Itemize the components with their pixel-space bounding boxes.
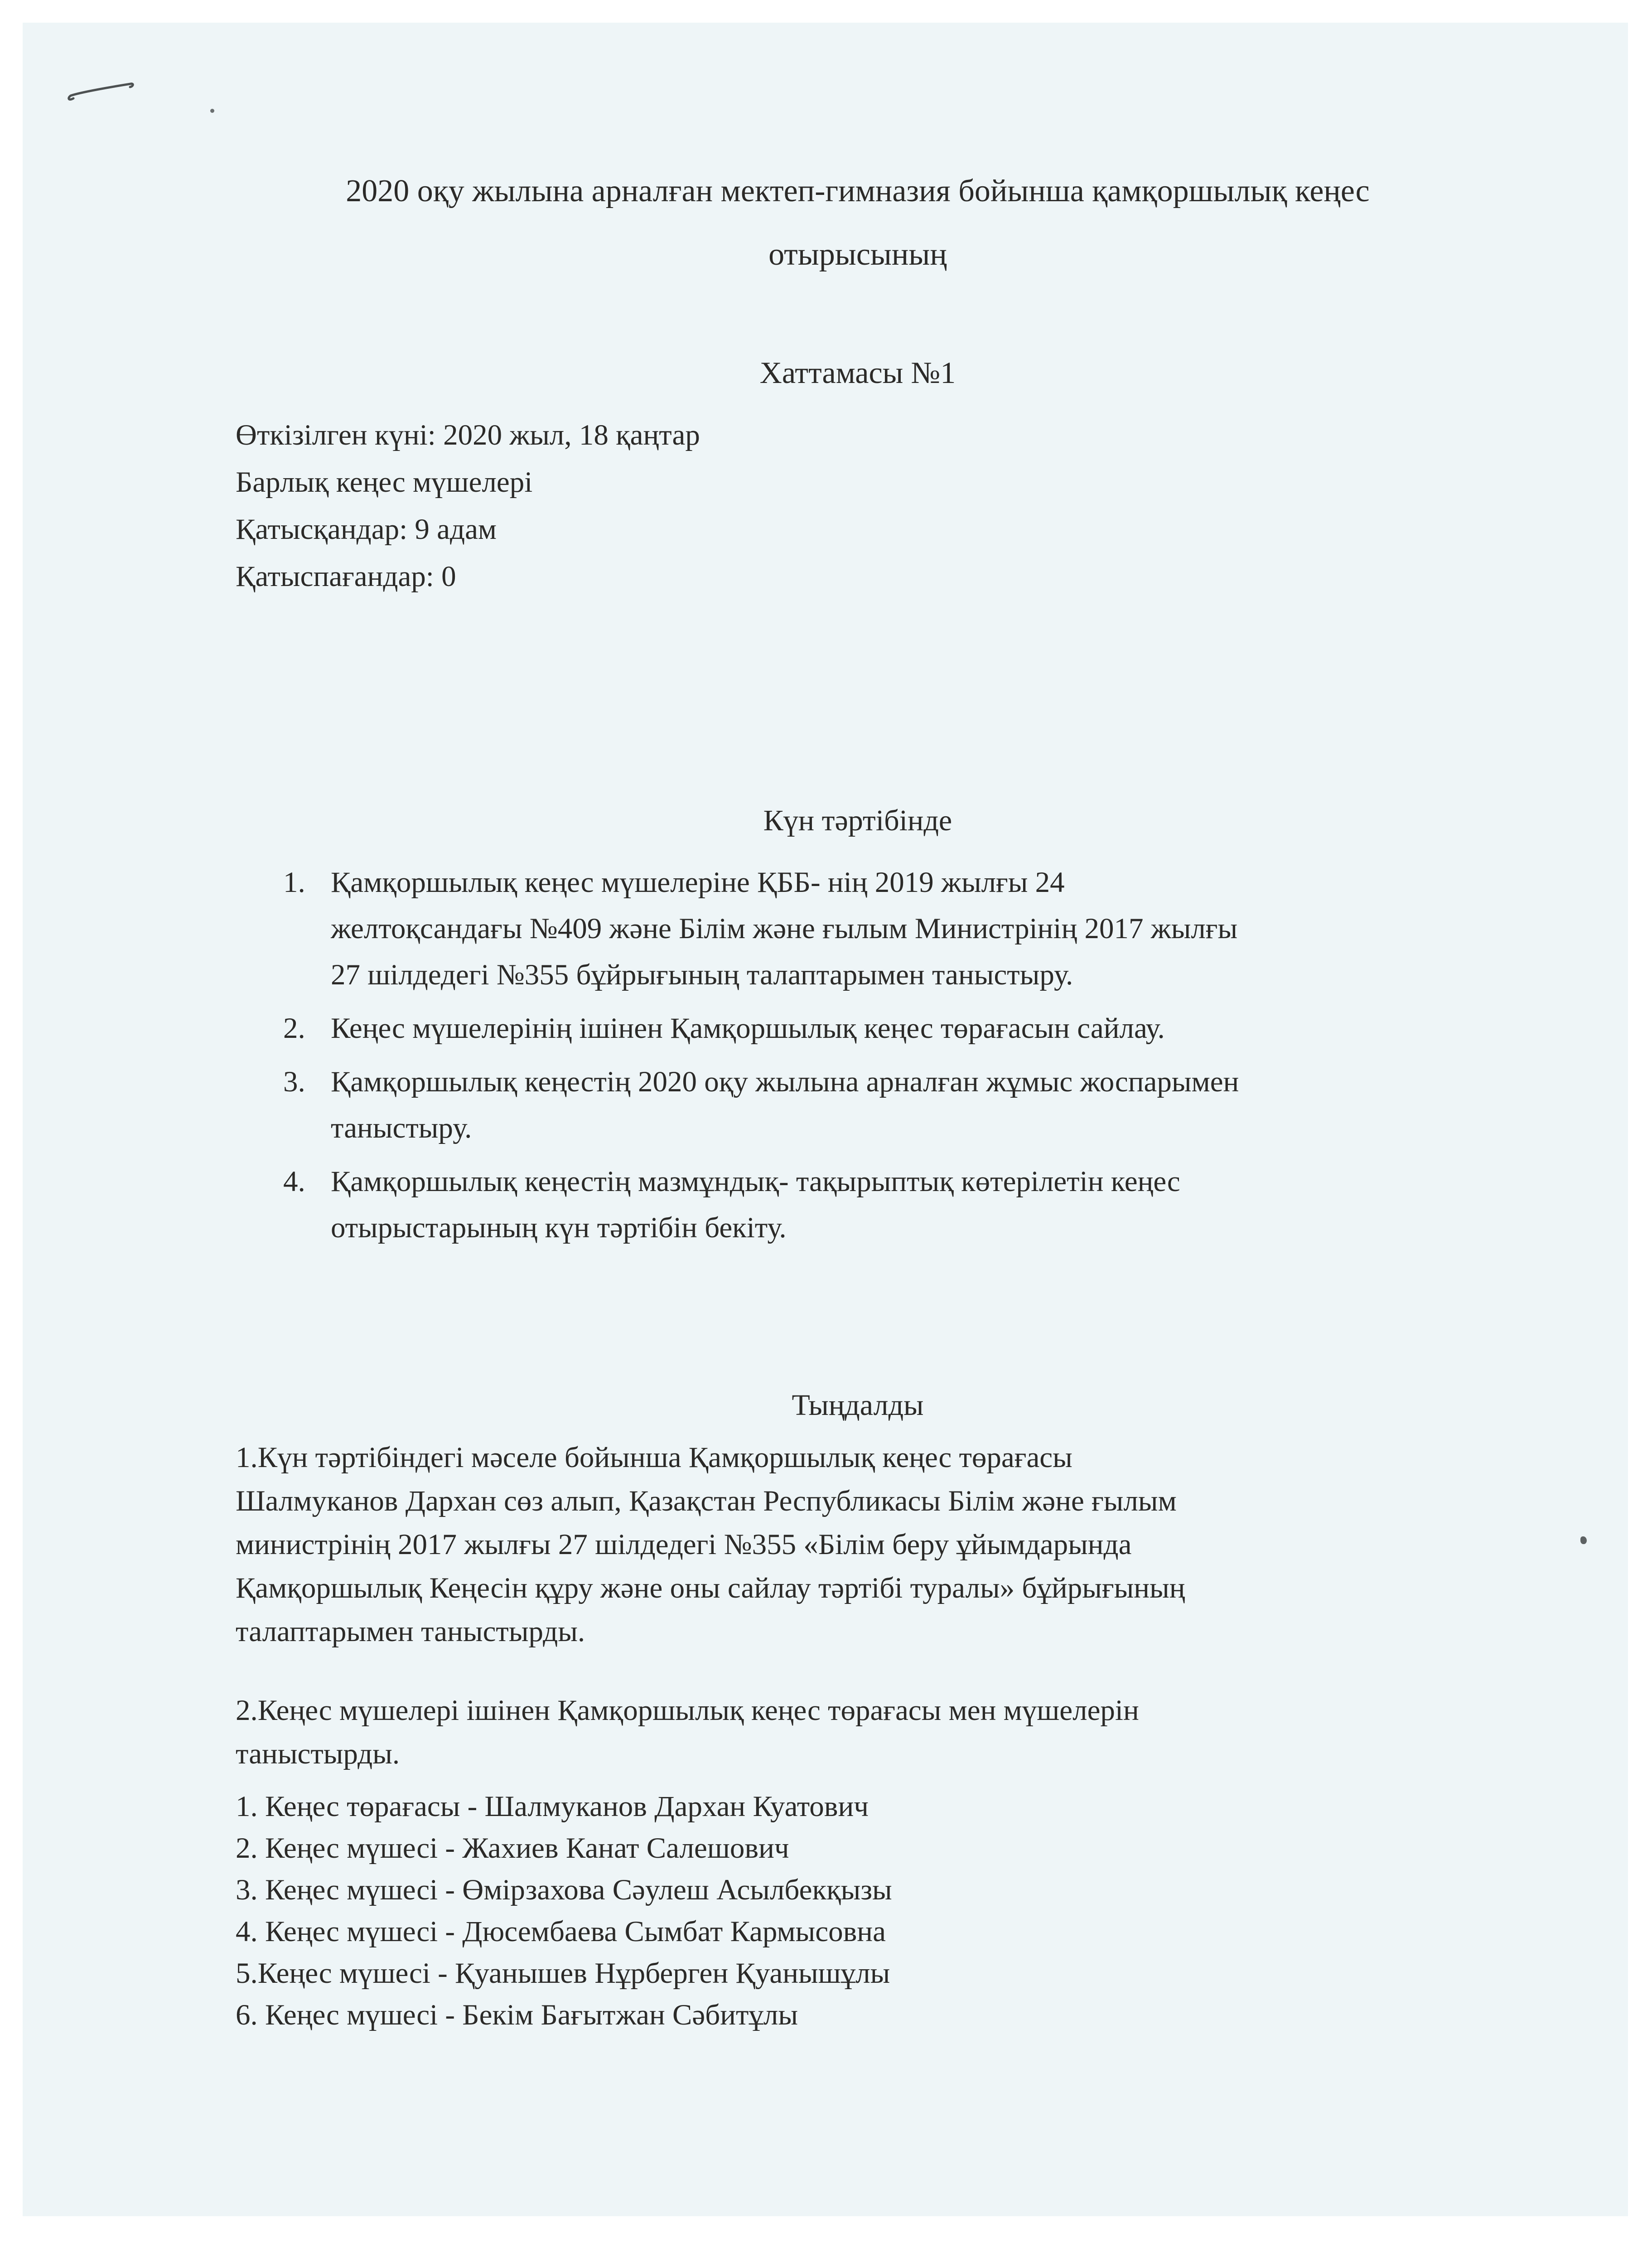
agenda-item-text bbox=[331, 1158, 1239, 1251]
agenda-list bbox=[283, 859, 1239, 1251]
heard-section-heading: Тыңдалды bbox=[792, 1389, 924, 1422]
paragraph-line: 1.Күн тәртібіндегі мәселе бойынша Қамқоршылық кеңес төрағасы bbox=[236, 1441, 1072, 1474]
paragraph-line: талаптарымен таныстырды. bbox=[236, 1615, 585, 1648]
agenda-item-line: отырыстарының күн тәртібін бекіту. bbox=[331, 1211, 787, 1244]
scan-speck-icon bbox=[210, 109, 214, 113]
meeting-details-block bbox=[236, 412, 700, 600]
document-title-line-2: отырысының bbox=[768, 237, 947, 272]
agenda-item-text bbox=[331, 859, 1239, 998]
agenda-item-number: 4. bbox=[283, 1165, 305, 1198]
agenda-item-number: 3. bbox=[283, 1066, 305, 1098]
meeting-absent-line: Қатыспағандар: 0 bbox=[236, 560, 456, 593]
council-members-list bbox=[236, 1786, 892, 2036]
meeting-members-line: Барлық кеңес мүшелері bbox=[236, 466, 533, 499]
agenda-item-text bbox=[331, 1005, 1239, 1051]
agenda-item-3 bbox=[283, 1059, 1239, 1151]
agenda-item-1 bbox=[283, 859, 1239, 998]
heard-paragraph-1 bbox=[236, 1436, 1185, 1653]
council-member-row: 5.Кеңес мүшесі - Қуанышев Нұрберген Қуанышұлы bbox=[236, 1957, 890, 1990]
council-member-row: 4. Кеңес мүшесі - Дюсембаева Сымбат Кармысовна bbox=[236, 1915, 886, 1948]
agenda-item-line: Қамқоршылық кеңестің 2020 оқу жылына арналған жұмыс жоспарымен bbox=[331, 1066, 1239, 1098]
agenda-item-line: Қамқоршылық кеңестің мазмұндық- тақырыптық көтерілетін кеңес bbox=[331, 1165, 1180, 1198]
agenda-item-line: желтоқсандағы №409 және Білім және ғылым Министрінің 2017 жылғы bbox=[331, 912, 1238, 945]
agenda-item-text bbox=[331, 1059, 1239, 1151]
document-title-line-1: 2020 оқу жылына арналған мектеп-гимназия бойынша қамқоршылық кеңес bbox=[346, 174, 1370, 208]
council-member-row: 2. Кеңес мүшесі - Жахиев Канат Салешович bbox=[236, 1832, 789, 1865]
agenda-item-2 bbox=[283, 1005, 1239, 1051]
agenda-item-line: таныстыру. bbox=[331, 1112, 472, 1144]
protocol-number-heading: Хаттамасы №1 bbox=[759, 355, 956, 390]
paragraph-line: министрінің 2017 жылғы 27 шілдедегі №355 «Білім беру ұйымдарында bbox=[236, 1528, 1132, 1561]
agenda-item-line: 27 шілдедегі №355 бұйрығының талаптарымен таныстыру. bbox=[331, 959, 1073, 991]
document-title bbox=[63, 160, 1652, 286]
paragraph-line: таныстырды. bbox=[236, 1738, 400, 1770]
agenda-item-line: Қамқоршылық кеңес мүшелеріне ҚББ- нің 2019 жылғы 24 bbox=[331, 866, 1065, 899]
meeting-date-line: Өткізілген күні: 2020 жыл, 18 қаңтар bbox=[236, 419, 700, 451]
pen-stroke-icon bbox=[63, 75, 150, 107]
heard-paragraph-2 bbox=[236, 1689, 1139, 1776]
paragraph-line: 2.Кеңес мүшелері ішінен Қамқоршылық кеңес төрағасы мен мүшелерін bbox=[236, 1694, 1139, 1727]
agenda-item-number: 2. bbox=[283, 1012, 305, 1045]
paragraph-line: Қамқоршылық Кеңесін құру және оны сайлау тәртібі туралы» бұйрығының bbox=[236, 1572, 1185, 1604]
agenda-item-4 bbox=[283, 1158, 1239, 1251]
council-member-row: 1. Кеңес төрағасы - Шалмуканов Дархан Куатович bbox=[236, 1790, 869, 1823]
agenda-item-line: Кеңес мүшелерінің ішінен Қамқоршылық кеңес төрағасын сайлау. bbox=[331, 1012, 1165, 1045]
paragraph-line: Шалмуканов Дархан сөз алып, Қазақстан Республикасы Білім және ғылым bbox=[236, 1485, 1177, 1517]
scan-speck-icon bbox=[1580, 1536, 1587, 1544]
council-member-row: 6. Кеңес мүшесі - Бекім Бағытжан Сәбитұлы bbox=[236, 1999, 798, 2031]
meeting-attended-line: Қатысқандар: 9 адам bbox=[236, 513, 497, 546]
agenda-item-number: 1. bbox=[283, 866, 305, 899]
agenda-heading: Күн тәртібінде bbox=[763, 804, 952, 837]
council-member-row: 3. Кеңес мүшесі - Өмірзахова Сәулеш Асылбекқызы bbox=[236, 1874, 892, 1906]
